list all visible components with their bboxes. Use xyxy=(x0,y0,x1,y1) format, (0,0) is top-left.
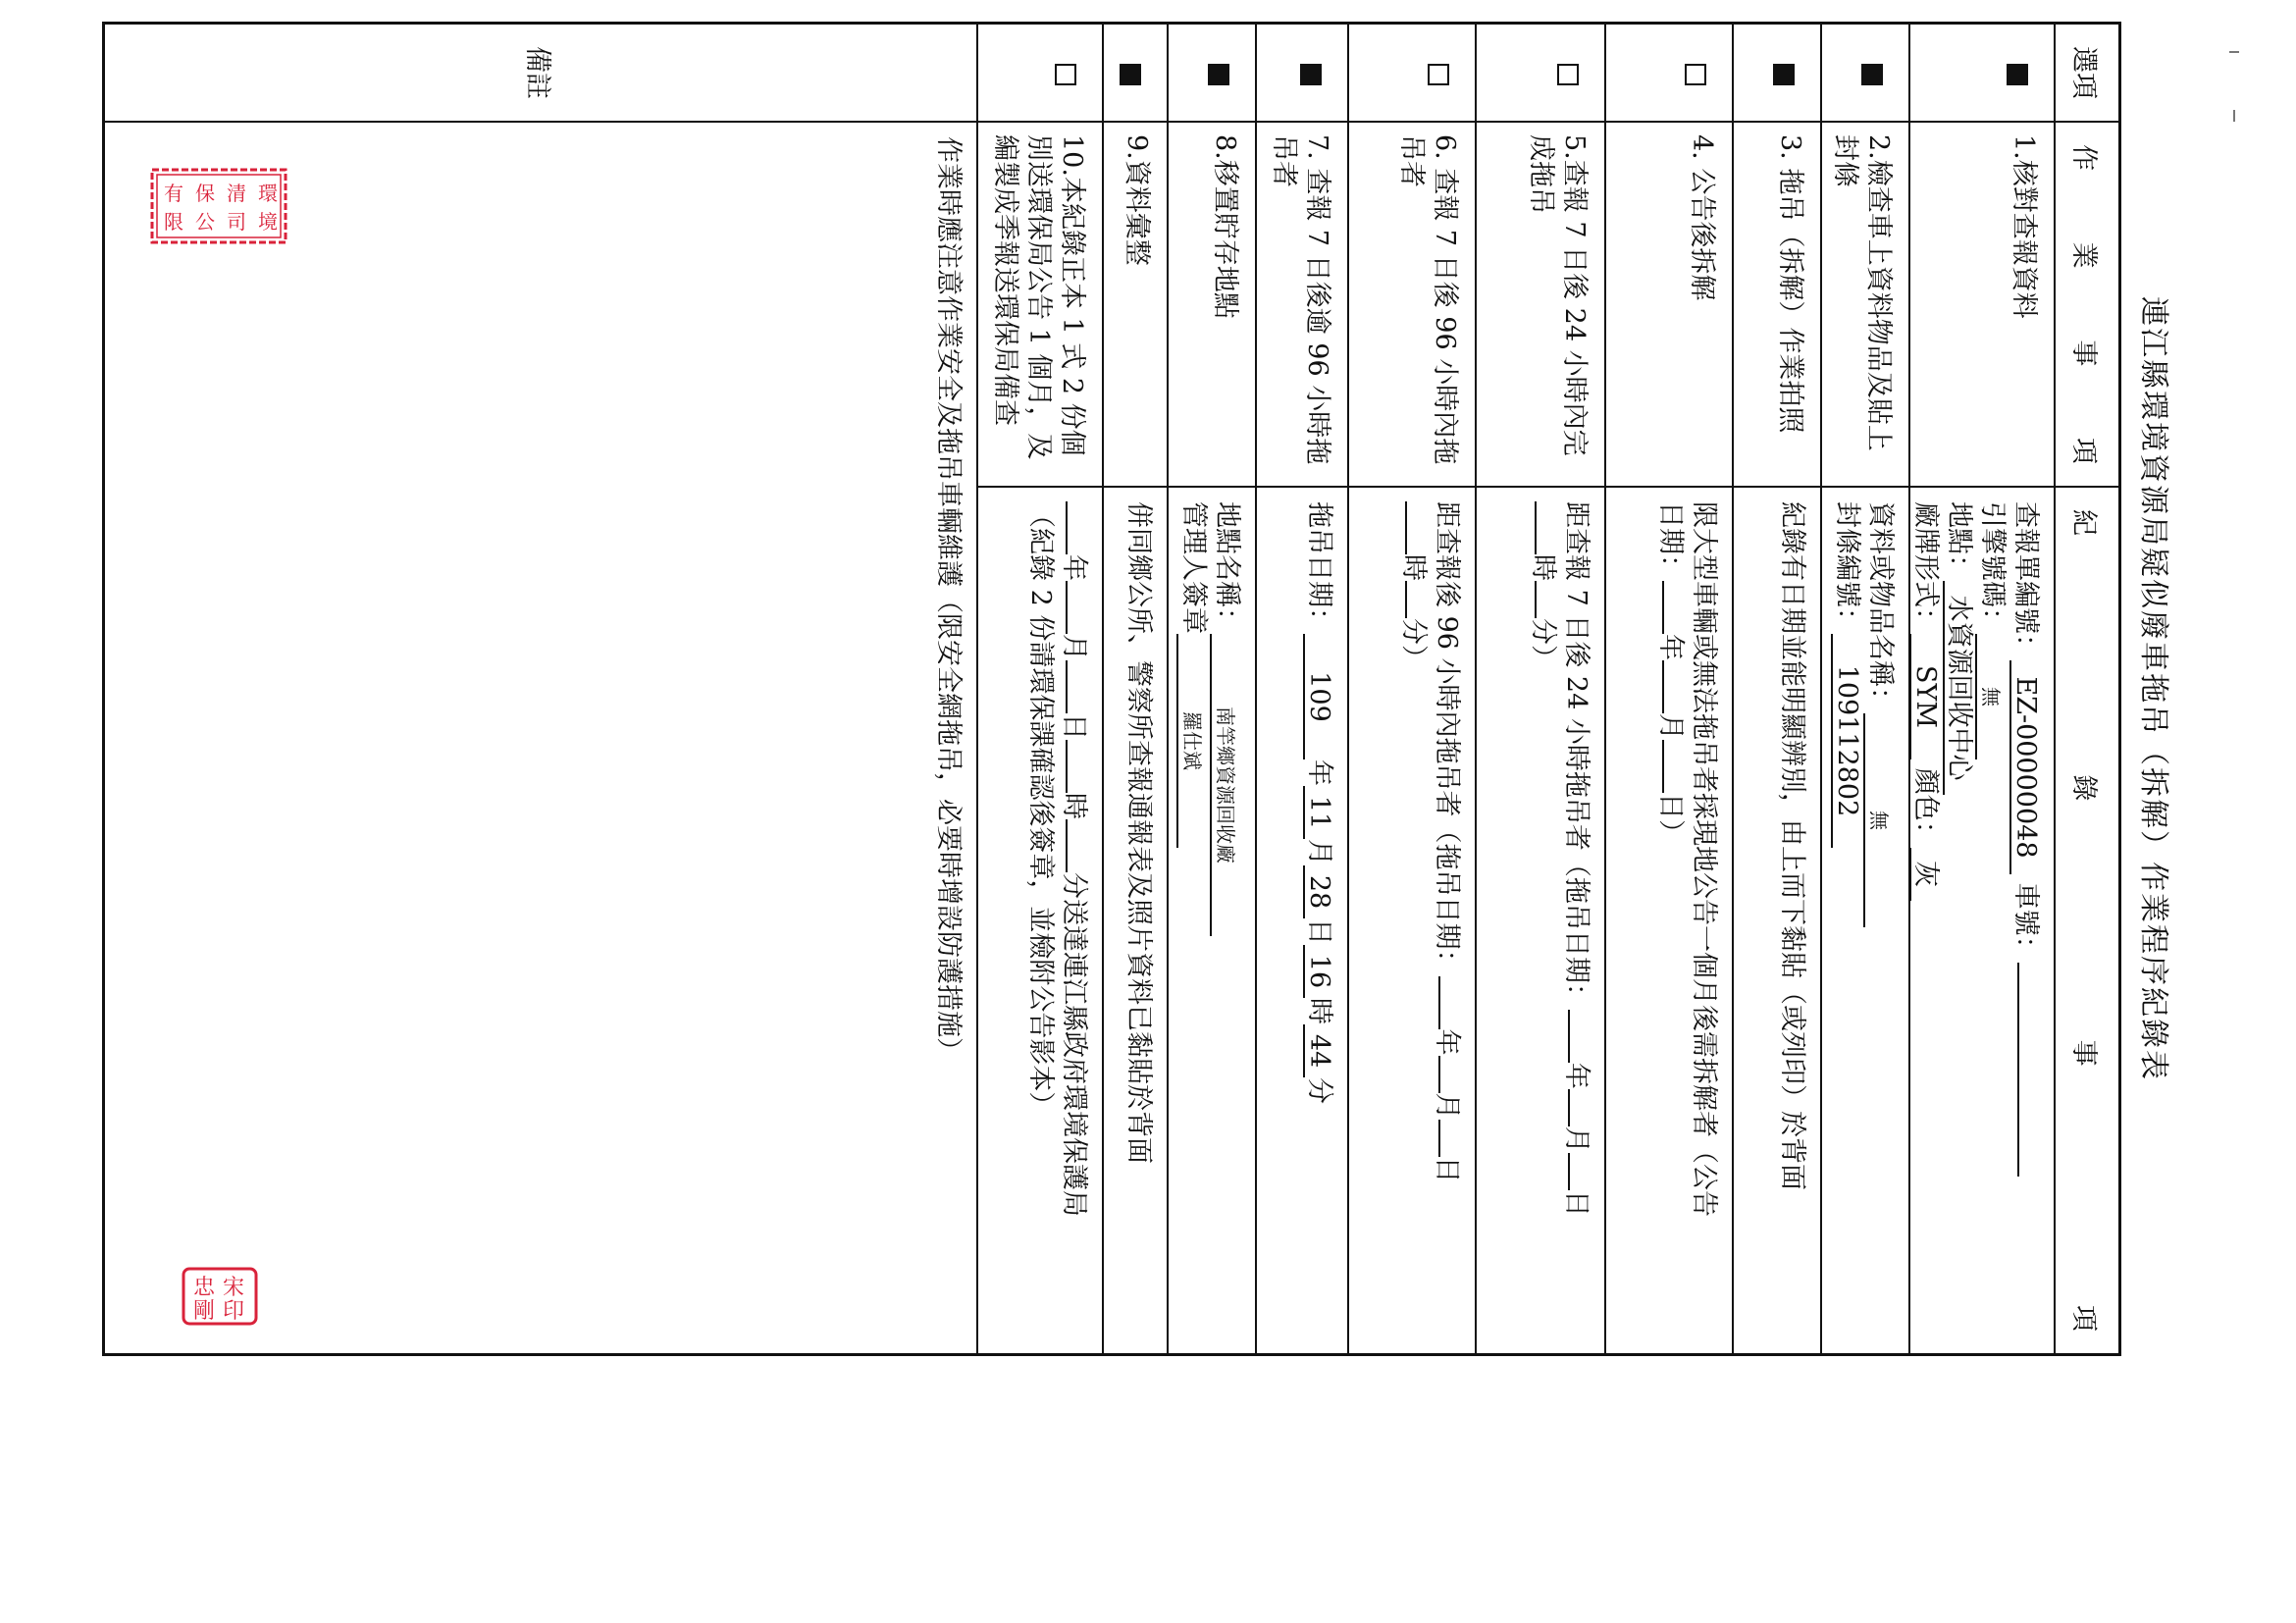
table-header xyxy=(2054,25,2118,1353)
color-field[interactable]: 灰 xyxy=(1909,848,1939,901)
header-record: 紀 錄 事 項 xyxy=(2068,509,2100,1332)
brand-field[interactable]: SYM xyxy=(1909,634,1939,759)
document-title: 連江縣環境資源局疑似廢車拖吊（拆解）作業程序紀錄表 xyxy=(2136,296,2170,1081)
record-item-3: 紀錄有日期並能明顯辨別，由上而下黏貼（或列印）於背面 xyxy=(1777,501,1807,1190)
tow96-minute-field[interactable] xyxy=(1405,581,1407,618)
tow96-year-field[interactable] xyxy=(1438,976,1440,1029)
record-item-4: 限大型車輛或無法拖吊者採現地公告一個月後需拆解者（公告 日期：年月日） xyxy=(1655,501,1719,1217)
tow-minute-field[interactable]: 44 xyxy=(1303,1024,1332,1077)
svg-text:印: 印 xyxy=(223,1299,245,1324)
tow96-day-field[interactable] xyxy=(1438,1120,1440,1157)
report-number-field[interactable]: EZ-00000048 xyxy=(2009,660,2039,874)
company-seal-stamp xyxy=(150,168,287,244)
svg-text:有: 有 xyxy=(164,182,183,205)
seal-number-field[interactable]: 109112802 xyxy=(1831,634,1860,848)
tow96-month-field[interactable] xyxy=(1438,1056,1440,1093)
tow24-month-field[interactable] xyxy=(1568,1089,1570,1126)
tow-year-field[interactable]: 109 xyxy=(1303,634,1332,759)
svg-text:剛: 剛 xyxy=(193,1299,216,1324)
checkbox-item-5[interactable] xyxy=(1557,64,1579,85)
delivery-hour-field[interactable] xyxy=(1066,740,1068,793)
task-item-4: 4. 公告後拆解 xyxy=(1687,134,1717,301)
edge-mark xyxy=(2233,110,2235,122)
tow24-minute-field[interactable] xyxy=(1535,581,1537,618)
remarks-label: 備註 xyxy=(105,25,976,123)
plate-number-field[interactable] xyxy=(2017,963,2019,1177)
checkbox-item-8[interactable] xyxy=(1208,64,1229,85)
notice-month-field[interactable] xyxy=(1662,660,1664,713)
personal-seal-stamp xyxy=(182,1267,258,1326)
checkbox-item-7[interactable] xyxy=(1300,64,1322,85)
record-item-1: 查報單編號：EZ-00000048 車號： 引擎號碼：無 地點：水資源回收中心 廠牌形式：SYM 顏色：灰 xyxy=(1908,501,2042,1339)
record-form-sheet xyxy=(102,22,2182,1356)
svg-text:保: 保 xyxy=(195,182,215,205)
tow-hour-field[interactable]: 16 xyxy=(1303,945,1332,998)
table-row xyxy=(1820,25,1908,1353)
record-item-9: 併同鄉公所、警察所查報通報表及照片資料已黏貼於背面 xyxy=(1123,501,1154,1164)
notice-year-field[interactable] xyxy=(1662,581,1664,634)
svg-text:宋: 宋 xyxy=(223,1276,245,1300)
table-row xyxy=(1604,25,1732,1353)
checkbox-item-3[interactable] xyxy=(1773,64,1795,85)
svg-text:境: 境 xyxy=(258,210,278,234)
tow96-hour-field[interactable] xyxy=(1405,501,1407,554)
table-row xyxy=(1475,25,1604,1353)
record-item-7: 拖吊日期：109年11月28日16時44分 xyxy=(1304,501,1334,1104)
task-item-3: 3. 拖吊（拆解）作業拍照 xyxy=(1775,134,1805,434)
remarks-text: 作業時應注意作業安全及拖吊車輛維護（限安全網拖吊，必要時增設防護措施） xyxy=(933,136,964,1064)
header-option: 選項 xyxy=(2056,25,2118,123)
checkbox-item-1[interactable] xyxy=(2007,64,2028,85)
record-item-5: 距查報 7 日後 24 小時拖吊者（拖吊日期：年月日 時分） xyxy=(1528,501,1592,1217)
checkbox-item-2[interactable] xyxy=(1861,64,1883,85)
task-item-10: 10.本紀錄正本 1 式 2 份個別送環保局公告 1 個月，及編製成季報送環保局備查 xyxy=(990,134,1087,460)
svg-text:限: 限 xyxy=(164,210,183,234)
record-item-8: 地點名稱：南竿鄉資源回收廠 管理人簽章羅仕斌 xyxy=(1176,501,1243,1339)
tow-day-field[interactable]: 28 xyxy=(1303,865,1332,918)
edge-mark xyxy=(2229,51,2239,53)
svg-text:忠: 忠 xyxy=(193,1276,216,1300)
task-item-8: 8.移置貯存地點 xyxy=(1210,134,1240,319)
tow-month-field[interactable]: 11 xyxy=(1303,786,1332,839)
svg-text:環: 環 xyxy=(258,182,278,205)
checkbox-item-9[interactable] xyxy=(1120,64,1141,85)
task-item-1: 1.核對查報資料 xyxy=(2009,134,2039,319)
task-item-2: 2.檢查車上資料物品及貼上封條 xyxy=(1830,134,1894,451)
delivery-month-field[interactable] xyxy=(1066,581,1068,634)
checkbox-item-4[interactable] xyxy=(1685,64,1706,85)
table-row xyxy=(1908,25,2054,1353)
table-row xyxy=(1255,25,1347,1353)
table-row xyxy=(1732,25,1820,1353)
delivery-day-field[interactable] xyxy=(1066,660,1068,713)
delivery-year-field[interactable] xyxy=(1066,501,1068,554)
delivery-minute-field[interactable] xyxy=(1066,819,1068,872)
task-item-7: 7. 查報 7 日後逾 96 小時拖吊者 xyxy=(1269,134,1332,465)
task-item-5: 5.查報 7 日後 24 小時內完成拖吊 xyxy=(1526,134,1590,456)
header-task: 作 業 事 項 xyxy=(2056,123,2118,488)
record-item-10: 年月日時分送達連江縣政府環境保護局 （紀錄 2 份請環保課確認後簽章，並檢附公告影本） xyxy=(1025,501,1089,1217)
tow24-year-field[interactable] xyxy=(1568,1010,1570,1063)
svg-text:公: 公 xyxy=(195,210,215,234)
location-field[interactable]: 水資源回收中心 xyxy=(1943,581,1972,795)
table-row xyxy=(1167,25,1255,1353)
checkbox-item-10[interactable] xyxy=(1055,64,1076,85)
storage-place-field[interactable]: 南竿鄉資源回收廠 xyxy=(1210,634,1239,936)
record-item-2: 資料或物品名稱：無 封條編號：109112802 xyxy=(1830,501,1897,1339)
record-table xyxy=(102,22,2121,1356)
table-row xyxy=(976,25,1102,1353)
notice-day-field[interactable] xyxy=(1662,740,1664,793)
svg-text:司: 司 xyxy=(227,210,246,234)
checkbox-item-6[interactable] xyxy=(1428,64,1449,85)
svg-text:清: 清 xyxy=(227,182,246,205)
manager-signature-field[interactable]: 羅仕斌 xyxy=(1176,634,1206,848)
tow24-day-field[interactable] xyxy=(1568,1153,1570,1190)
task-item-9: 9.資料彙整 xyxy=(1122,134,1152,266)
task-item-6: 6. 查報 7 日後 96 小時內拖吊者 xyxy=(1396,134,1460,465)
engine-number-field[interactable]: 無 xyxy=(1975,634,2005,759)
tow24-hour-field[interactable] xyxy=(1535,501,1537,554)
table-row xyxy=(1347,25,1475,1353)
record-item-6: 距查報後 96 小時內拖吊者（拖吊日期：年月日 時分） xyxy=(1398,501,1462,1183)
table-row xyxy=(1102,25,1167,1353)
item-name-field[interactable]: 無 xyxy=(1863,713,1893,927)
